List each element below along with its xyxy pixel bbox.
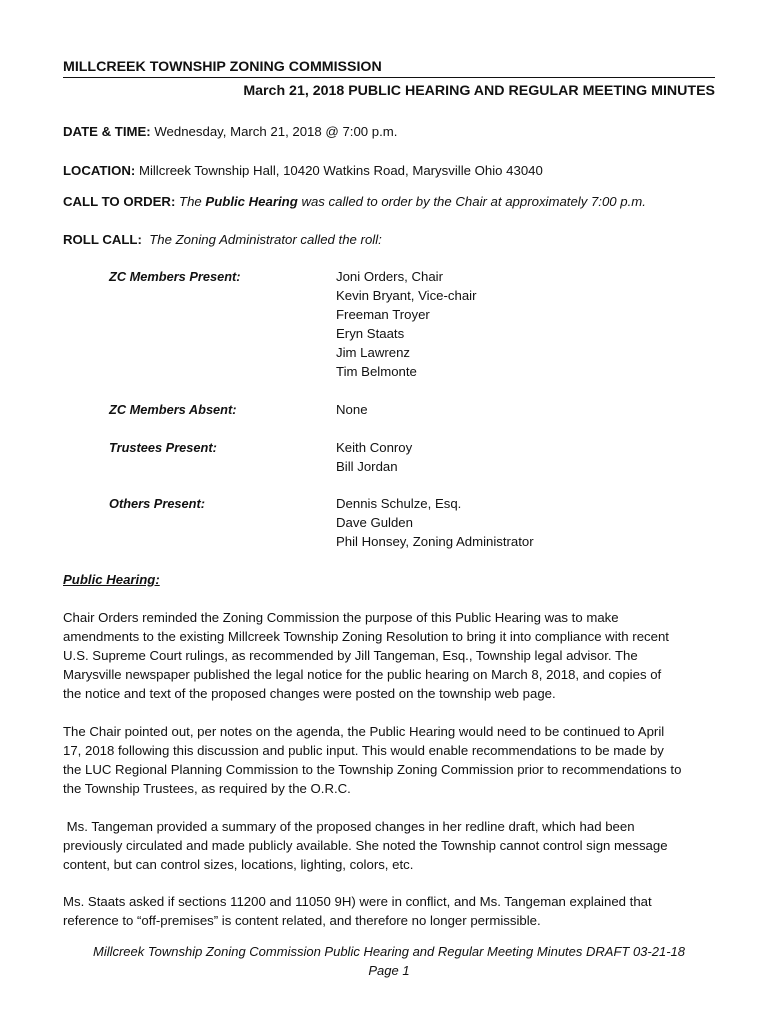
list-item: Jim Lawrenz [336, 345, 411, 360]
paragraph-line: The Chair pointed out, per notes on the agenda, the Public Hearing would need to be continued to April [63, 724, 665, 739]
page-number: Page 1 [368, 963, 410, 978]
paragraph-line: the notice and text of the proposed changes were posted on the township web page. [63, 686, 556, 701]
call-to-order-pre: The [179, 194, 202, 209]
members-present-label: ZC Members Present: [109, 269, 241, 284]
list-item: Bill Jordan [336, 459, 398, 474]
list-item: Eryn Staats [336, 326, 405, 341]
paragraph [63, 608, 715, 703]
members-absent-label: ZC Members Absent: [109, 402, 237, 417]
paragraph-line: Ms. Staats asked if sections 11200 and 11050 9H) were in conflict, and Ms. Tangeman explained that [63, 894, 652, 909]
list-item: Tim Belmonte [336, 364, 417, 379]
location-label: LOCATION: [63, 163, 136, 178]
paragraph-line: 17, 2018 following this discussion and public input. This would enable recommendations to be made by [63, 743, 664, 758]
others-present-list [336, 494, 534, 551]
paragraph-line: U.S. Supreme Court rulings, as recommended by Jill Tangeman, Esq., Township legal advisor. The [63, 648, 638, 663]
call-to-order-label: CALL TO ORDER: [63, 194, 176, 209]
roll-call-text: The Zoning Administrator called the roll: [149, 232, 382, 247]
list-item: Phil Honsey, Zoning Administrator [336, 534, 534, 549]
paragraph-line: Chair Orders reminded the Zoning Commission the purpose of this Public Hearing was to make [63, 610, 619, 625]
trustees-present-list [336, 438, 412, 476]
call-to-order-text: was called to order by the Chair at approximately 7:00 p.m. [301, 194, 646, 209]
others-present-label: Others Present: [109, 496, 206, 511]
paragraph-line: previously circulated and made publicly available. She noted the Township cannot control sign message [63, 838, 668, 853]
paragraph [63, 817, 715, 874]
call-to-order-line [63, 192, 646, 211]
paragraph [63, 892, 715, 930]
paragraph-line: the LUC Regional Planning Commission to the Township Zoning Commission prior to recommendations to [63, 762, 682, 777]
list-item: Dave Gulden [336, 515, 413, 530]
list-item: Freeman Troyer [336, 307, 430, 322]
list-item: Joni Orders, Chair [336, 269, 444, 284]
paragraph-line: reference to “off-premises” is content related, and therefore no longer permissible. [63, 913, 541, 928]
paragraph-line: content, but can control sizes, locations, lighting, colors, etc. [63, 857, 414, 872]
page-footer [63, 942, 715, 980]
list-item: Dennis Schulze, Esq. [336, 496, 462, 511]
public-hearing-heading: Public Hearing: [63, 572, 160, 587]
roll-call-line [63, 230, 382, 249]
list-item: Keith Conroy [336, 440, 413, 455]
list-item: Kevin Bryant, Vice-chair [336, 288, 477, 303]
paragraph-line: the Township Trustees, as required by the O.R.C. [63, 781, 351, 796]
trustees-present-label: Trustees Present: [109, 440, 217, 455]
organization-heading: MILLCREEK TOWNSHIP ZONING COMMISSION [63, 58, 715, 78]
paragraph-line: Marysville newspaper published the legal notice for the public hearing on March 8, 2018, and copies of [63, 667, 662, 682]
call-to-order-emphasis: Public Hearing [205, 194, 298, 209]
paragraph-line: amendments to the existing Millcreek Township Zoning Resolution to bring it into compliance with recent [63, 629, 669, 644]
location-line [63, 161, 543, 180]
minutes-title: March 21, 2018 PUBLIC HEARING AND REGULAR MEETING MINUTES [243, 83, 715, 99]
members-present-list [336, 267, 476, 381]
paragraph [63, 722, 715, 798]
date-time-line [63, 122, 397, 141]
date-time-value: Wednesday, March 21, 2018 @ 7:00 p.m. [154, 124, 398, 139]
location-value: Millcreek Township Hall, 10420 Watkins Road, Marysville Ohio 43040 [138, 163, 543, 178]
list-item: None [336, 402, 368, 417]
paragraph-line: Ms. Tangeman provided a summary of the proposed changes in her redline draft, which had been [63, 819, 635, 834]
roll-call-label: ROLL CALL: [63, 232, 142, 247]
members-absent-list [336, 400, 368, 419]
date-time-label: DATE & TIME: [63, 124, 151, 139]
footer-title: Millcreek Township Zoning Commission Public Hearing and Regular Meeting Minutes DRAFT 03-21-18 [92, 944, 685, 959]
